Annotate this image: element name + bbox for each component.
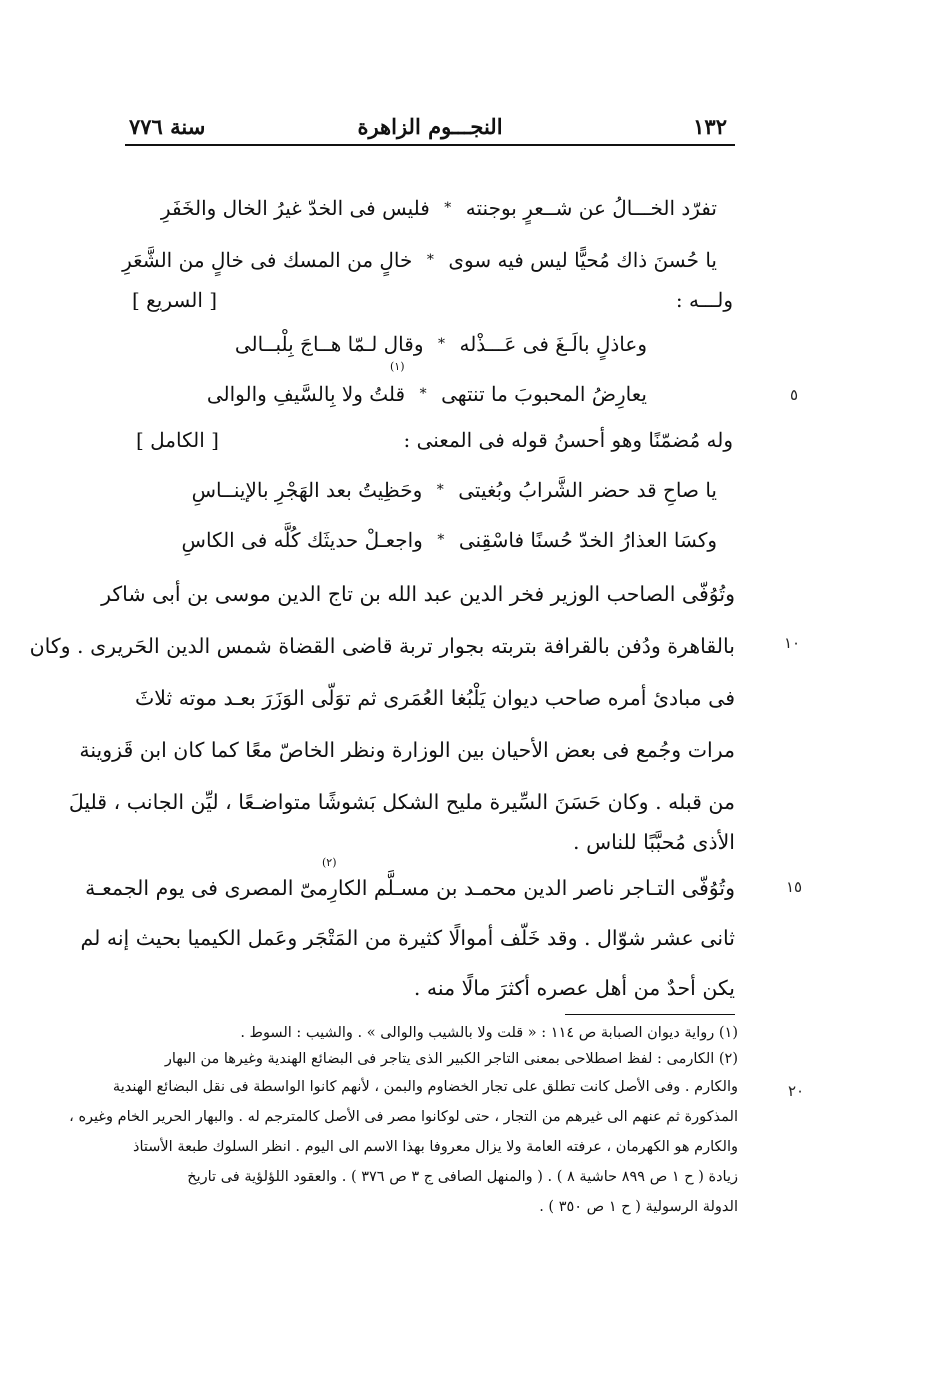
verse-separator: * <box>419 386 427 402</box>
verse-hemistich-right: وكسَا العذارُ الخدّ حُسنًا فاسْقِنى <box>458 528 717 552</box>
verse-line <box>122 240 717 280</box>
verse-hemistich-left: وقال لـمّا هــاجَ بِلْبــالى <box>234 332 424 356</box>
footnote-line: والكارم . وفى الأصل كانت تطلق على تجار الخضاوم والبمن ، لأنهم كانوا الواسطة فى نقل البضائع الهندية <box>112 1079 738 1095</box>
meter-label: [ الكامل ] <box>136 428 219 452</box>
verse-hemistich-right: تفرّد الخـــالُ عن شــعرٍ بوجنته <box>465 196 717 220</box>
prose-line: من قبله . وكان حَسَنَ السِّيرة مليح الشكل بَشوشًا متواضـعًا ، ليِّن الجانب ، قليلَ <box>68 790 735 814</box>
line-number: ١٠ <box>784 634 801 652</box>
verse-line <box>182 520 717 560</box>
line-number: ٥ <box>790 386 799 404</box>
footnote-line: والكارم هو الكهرمان ، عرفته العامة ولا يزال معروفا بهذا الاسم الى اليوم . انظر السلوك طبعة الأستاذ <box>133 1139 738 1155</box>
verse-hemistich-left: وحَظِيتُ بعد الهَجْرِ بالإينــاسِ <box>191 478 423 502</box>
verse-line <box>161 188 717 228</box>
poem-intro: ولـــه : <box>675 288 733 312</box>
verse-separator: * <box>436 482 444 498</box>
verse-separator: * <box>437 532 445 548</box>
line-number: ١٥ <box>786 878 803 896</box>
footnote-marker: (٢) <box>322 856 337 869</box>
verse-hemistich-right: يعارِضُ المحبوبَ ما تنتهى <box>441 382 647 406</box>
footnote-separator <box>565 1014 735 1015</box>
prose-line: مرات وجُمع فى بعض الأحيان بين الوزارة ونظر الخاصّ معًا كما كان ابن قَزوينة <box>79 738 735 762</box>
verse-hemistich-right: يا حُسنَ ذاك مُحيًّا ليس فيه سوى <box>448 248 717 272</box>
verse-hemistich-left: قلتُ ولا بِالسَّيفِ والوالى <box>206 382 406 406</box>
prose-line: فى مبادئ أمره صاحب ديوان يَلْبُغا العُمَرى ثم توَلّى الوَزَرَ بعـد موته ثلاثَ <box>134 686 735 710</box>
prose-line: وتُوُفّى التـاجر ناصر الدين محمـد بن مسـلَّم الكارِمىّ المصرى فى يوم الجمعـة <box>85 876 735 900</box>
footnote-line: (٢) الكارمى : لفظ اصطلاحى بمعنى التاجر الكبير الذى يتاجر فى البضائع الهندية وغيرها من البهار <box>164 1051 738 1067</box>
verse-line <box>207 374 647 414</box>
prose-line: يكن أحدٌ من أهل عصره أكثرَ مالًا منه . <box>413 976 735 1000</box>
verse-hemistich-left: فليس فى الخدّ غيرُ الخال والخَفَرِ <box>160 196 430 220</box>
footnote-line: زيادة ( ح ١ ص ٨٩٩ حاشية ٨ ) . ( والمنهل الصافى ج ٣ ص ٣٧٦ ) . والعقود اللؤلؤية فى تاريخ <box>187 1169 738 1185</box>
verse-hemistich-right: يا صاحِ قد حضر الشَّرابُ وبُغيتى <box>458 478 717 502</box>
prose-line: وتُوُفّى الصاحب الوزير فخر الدين عبد الله بن تاج الدين موسى بن أبى شاكر <box>101 582 735 606</box>
year-label: سنة ٧٧٦ <box>129 114 206 139</box>
verse-line <box>192 470 717 510</box>
book-title: النجـــوم الزاهرة <box>357 114 503 139</box>
verse-separator: * <box>437 336 445 352</box>
verse-line <box>235 324 647 364</box>
poem-intro: وله مُضمّنًا وهو أحسنُ قوله فى المعنى : <box>403 428 733 452</box>
footnote-marker: (١) <box>390 360 405 373</box>
footnote-line: (١) رواية ديوان الصبابة ص ١١٤ : « قلت ولا بالشيب والوالى » . والشيب : السوط . <box>240 1025 738 1041</box>
footnote-line: الدولة الرسولية ( ح ١ ص ٣٥٠ ) . <box>539 1199 738 1215</box>
verse-separator: * <box>426 252 434 268</box>
line-number: ٢٠ <box>788 1082 805 1100</box>
prose-line: ثانى عشر شوّال . وقد خَلّف أموالًا كثيرة من المَتْجَر وعَمل الكيميا بحيث إنه لم <box>80 926 735 950</box>
footnote-line: المذكورة ثم عنهم الى غيرهم من التجار ، حتى لوكانوا مصر فى الأصل كالمترجم له . والبهار الحرير الخام وغيره ، <box>69 1109 738 1125</box>
verse-separator: * <box>444 200 452 216</box>
verse-hemistich-right: وعاذلٍ بالَـغَ فى عَـــذْله <box>459 332 647 356</box>
verse-hemistich-left: خالٍ من المسك فى خالٍ من الشَّعَرِ <box>122 248 413 272</box>
page-number: ١٣٢ <box>693 114 727 139</box>
running-header <box>125 108 735 146</box>
verse-hemistich-left: واجعـلْ حديثَك كُلَّه فى الكاسِ <box>181 528 423 552</box>
prose-line: بالقاهرة ودُفن بالقرافة بتربته بجوار تربة قاضى القضاة شمس الدين الحَريرى . وكان <box>29 634 735 658</box>
prose-line: الأذى مُحبَّبًا للناس . <box>573 830 735 854</box>
meter-label: [ السريع ] <box>132 288 218 312</box>
